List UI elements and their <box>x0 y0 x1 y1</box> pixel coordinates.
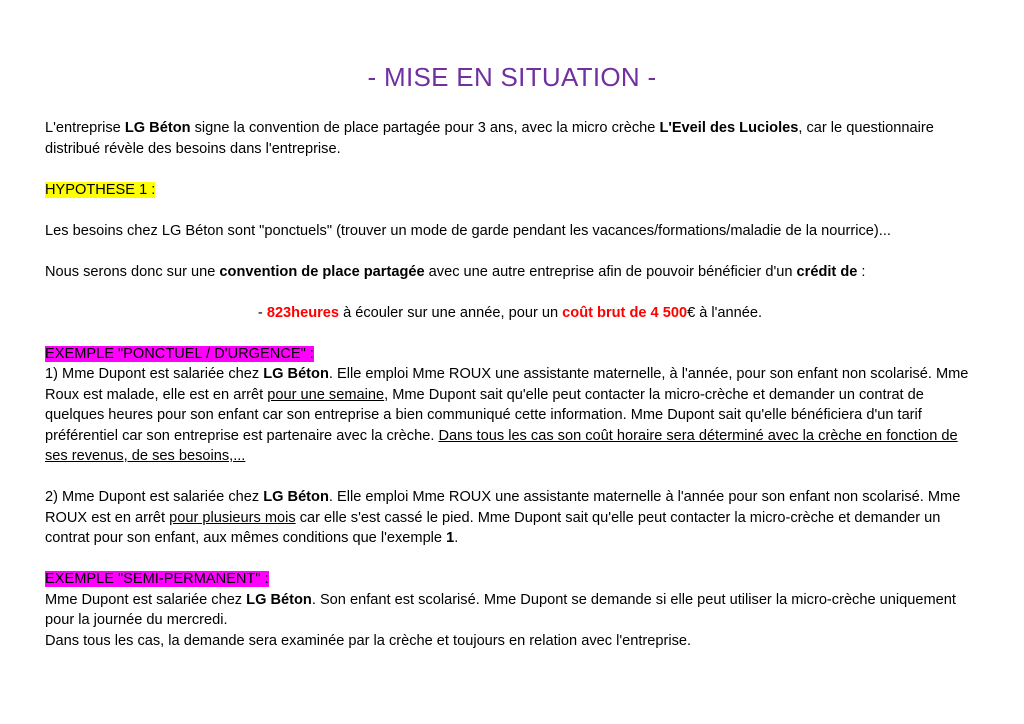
convention-line: Nous serons donc sur une convention de place partagée avec une autre entreprise afin de pouvoir bénéficier d'un crédit de : <box>45 263 866 280</box>
credit-hours: 823heures <box>266 304 340 321</box>
creche-name: L'Eveil des Lucioles <box>659 120 799 136</box>
intro-text: , car le questionnaire distribué révèle des besoins dans l'entreprise. <box>45 120 934 157</box>
credit-term: crédit de <box>796 263 858 280</box>
convention-term: convention de place partagée <box>219 263 425 280</box>
credit-detail-line: - 823heures à écouler sur une année, pour un coût brut de 4 500€ à l'année. <box>257 304 763 321</box>
intro-paragraph <box>45 118 975 159</box>
company-name: LG Béton <box>263 366 329 382</box>
hypothesis-1-heading: HYPOTHESE 1 : <box>45 181 156 198</box>
document-body <box>45 118 975 651</box>
company-name: LG Béton <box>263 489 329 505</box>
underlined-note: Dans tous les cas son coût horaire sera déterminé avec la crèche en fonction de ses revenus, de ses besoins,... <box>45 427 958 464</box>
example-2-paragraph-1: Mme Dupont est salariée chez LG Béton. Son enfant est scolarisé. Mme Dupont se demande si elle peut utiliser la micro-crèche uniquement pour la journée du mercredi. <box>45 591 956 628</box>
company-name: LG Béton <box>246 591 312 608</box>
example-2-heading: EXEMPLE "SEMI-PERMANENT" : <box>45 571 269 587</box>
intro-text: L'entreprise <box>45 120 125 136</box>
example-1-heading: EXEMPLE "PONCTUEL / D'URGENCE" : <box>45 345 314 362</box>
example-1-paragraph-2: 2) Mme Dupont est salariée chez LG Béton. Elle emploi Mme ROUX une assistante maternelle à l'année pour son enfant non scolarisé. Mme ROUX est en arrêt pour plusieurs mois car elle s'est cassé le pied. Mme Dupont sait qu'elle peut contacter la micro-crèche et demander un contrat pour son enfant, aux mêmes conditions que l'exemple 1. <box>45 489 961 546</box>
intro-text: signe la convention de place partagée pour 3 ans, avec la micro crèche <box>190 120 660 136</box>
underlined-duration: pour une semaine <box>267 386 385 403</box>
example-number: 1 <box>446 530 455 546</box>
underlined-duration: pour plusieurs mois <box>169 509 296 526</box>
company-name: LG Béton <box>124 120 191 136</box>
example-2-paragraph-2: Dans tous les cas, la demande sera examinée par la crèche et toujours en relation avec l'entreprise. <box>45 632 692 649</box>
credit-cost: coût brut de 4 500 <box>562 304 688 321</box>
page-title: - MISE EN SITUATION - <box>367 62 657 92</box>
hypothesis-1-line: Les besoins chez LG Béton sont "ponctuels" (trouver un mode de garde pendant les vacances/formations/maladie de la nourrice)... <box>45 222 891 239</box>
example-1-paragraph-1: 1) Mme Dupont est salariée chez LG Béton. Elle emploi Mme ROUX une assistante maternelle, à l'année, pour son enfant non scolarisé. Mme Roux est malade, elle est en arrêt pour une semaine, Mme Dupont sait qu'elle peut contacter la micro-crèche et demander un contrat de quelques heures pour son enfant car son entreprise a bien communiqué cette information. Mme Dupont sait qu'elle bénéficiera d'un tarif préférentiel car son entreprise est partenaire avec la crèche. Dans tous les cas son coût horaire sera déterminé avec la crèche en fonction de ses revenus, de ses besoins,... <box>45 366 969 464</box>
